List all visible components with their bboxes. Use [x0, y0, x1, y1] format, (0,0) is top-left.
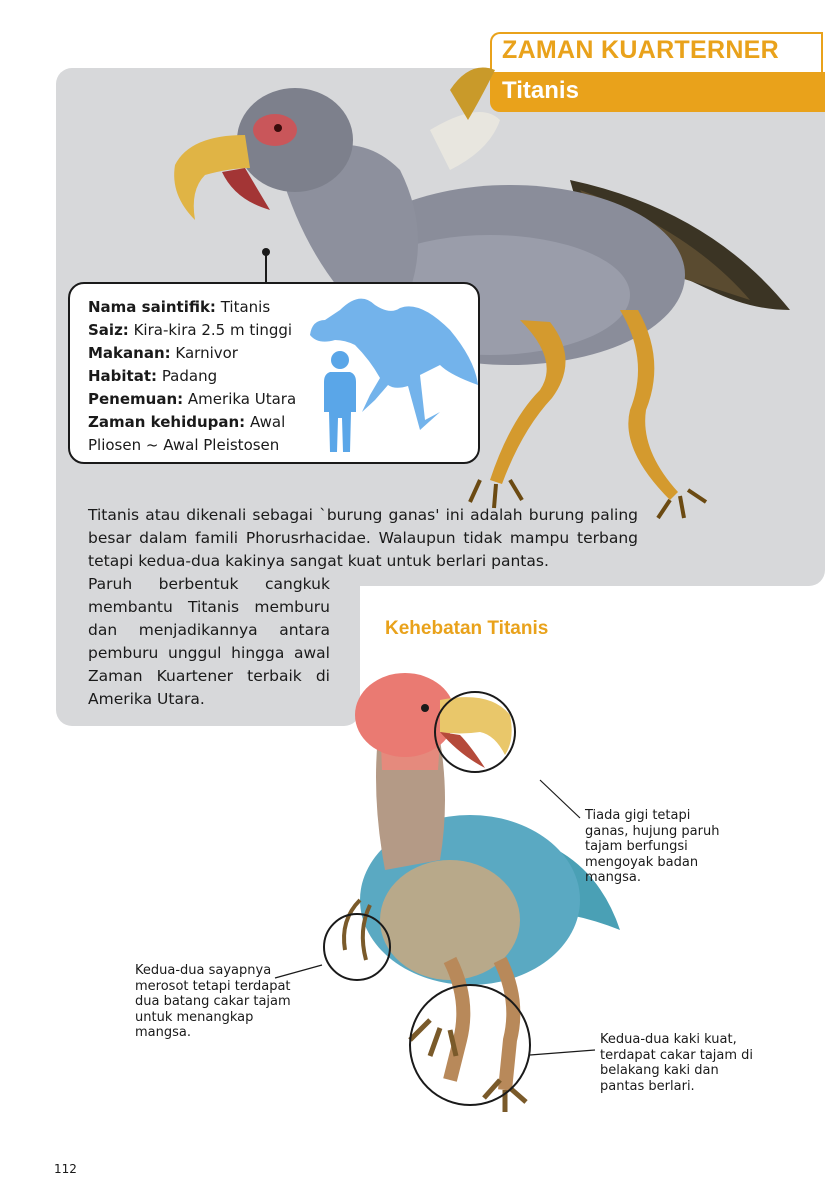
label-name: Nama saintifik:: [88, 298, 216, 316]
value-discovery: Amerika Utara: [187, 390, 297, 408]
page-number: 112: [54, 1162, 77, 1176]
callout-wing: Kedua-dua sayapnya merosot tetapi terdapat dua batang cakar tajam untuk menangkap mangsa.: [135, 963, 291, 1040]
value-habitat: Padang: [161, 367, 218, 385]
value-name: Titanis: [220, 298, 271, 316]
value-size: Kira-kira 2.5 m tinggi: [133, 321, 293, 339]
label-habitat: Habitat:: [88, 367, 158, 385]
intro-paragraph-continued: Paruh berbentuk cangkuk membantu Titanis memburu dan menjadikannya antara pemburu unggul hingga awal Zaman Kuartener terbaik di Amerika Utara.: [88, 575, 330, 708]
label-size: Saiz:: [88, 321, 129, 339]
callout-leg: Kedua-dua kaki kuat, terdapat cakar tajam di belakang kaki dan pantas berlari.: [600, 1032, 754, 1094]
value-period: Awal Pliosen ~ Awal Pleistosen: [88, 413, 286, 454]
intro-paragraph: Titanis atau dikenali sebagai `burung ganas' ini adalah burung paling besar dalam famili Phorusrhacidae. Walaupun tidak mampu terbang tetapi kedua-dua kakinya sangat kuat untuk berlari pantas.: [88, 506, 638, 570]
value-diet: Karnivor: [175, 344, 238, 362]
callout-beak: Tiada gigi tetapi ganas, hujung paruh tajam berfungsi mengoyak badan mangsa.: [585, 808, 720, 885]
label-period: Zaman kehidupan:: [88, 413, 246, 431]
features-title: Kehebatan Titanis: [385, 618, 549, 639]
species-title: Titanis: [502, 77, 579, 104]
label-discovery: Penemuan:: [88, 390, 184, 408]
chapter-title: ZAMAN KUARTERNER: [502, 36, 780, 64]
label-diet: Makanan:: [88, 344, 171, 362]
